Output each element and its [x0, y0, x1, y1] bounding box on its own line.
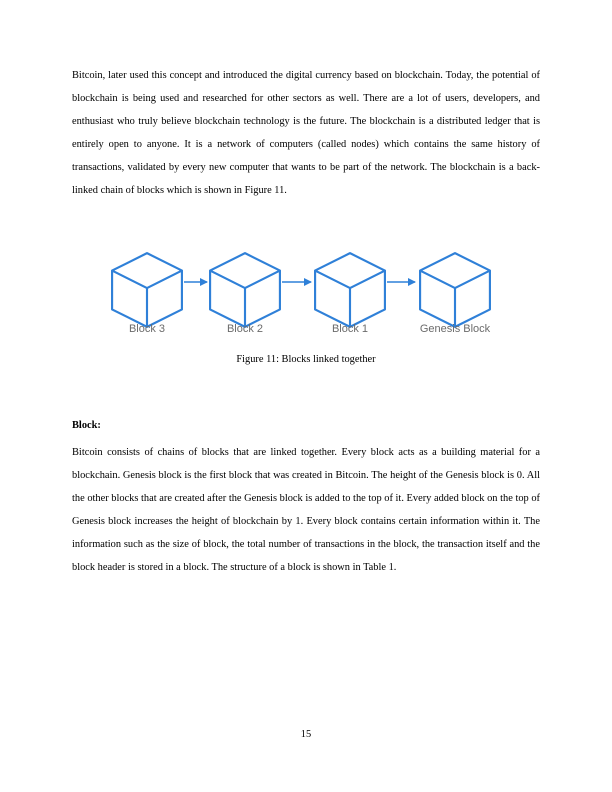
- intro-paragraph: Bitcoin, later used this concept and introduced the digital currency based on blockchain. Today, the potential of blockchain is being used and researched for other sectors as well. There are a lot of users, developers, and enthusiast who truly believe blockchain technology is the future. The blockchain is a distributed ledger that is entirely open to anyone. It is a network of computers (called nodes) which contains the same history of transactions, validated by every new computer that wants to be part of the network. The blockchain is a back-linked chain of blocks which is shown in Figure 11.: [72, 70, 540, 196]
- block-paragraph: Bitcoin consists of chains of blocks that are linked together. Every block acts as a building material for a blockchain. Genesis block is the first block that was created in Bitcoin. The height of the Genesis block is 0. All the other blocks that are created after the Genesis block is added to the top of it. Every added block on the top of Genesis block increases the height of blockchain by 1. Every block contains certain information within it. The information such as the size of block, the total number of transactions in the block, the transaction itself and the block header is stored in a block. The structure of a block is shown in Table 1.: [72, 447, 540, 573]
- block-3-cube-icon: [112, 253, 182, 327]
- block-2-cube-icon: [210, 253, 280, 327]
- block-3-label: Block 3: [128, 323, 166, 335]
- section-heading: Block:: [72, 420, 101, 431]
- block-1-cube-icon: [315, 253, 385, 327]
- page-number: 15: [300, 729, 312, 740]
- block-1-label: Block 1: [331, 323, 369, 335]
- block-2-label: Block 2: [226, 323, 264, 335]
- genesis-block-cube-icon: [420, 253, 490, 327]
- figure-caption: Figure 11: Blocks linked together: [236, 354, 376, 365]
- blockchain-figure: [100, 250, 500, 342]
- genesis-block-label: Genesis Block: [419, 323, 491, 335]
